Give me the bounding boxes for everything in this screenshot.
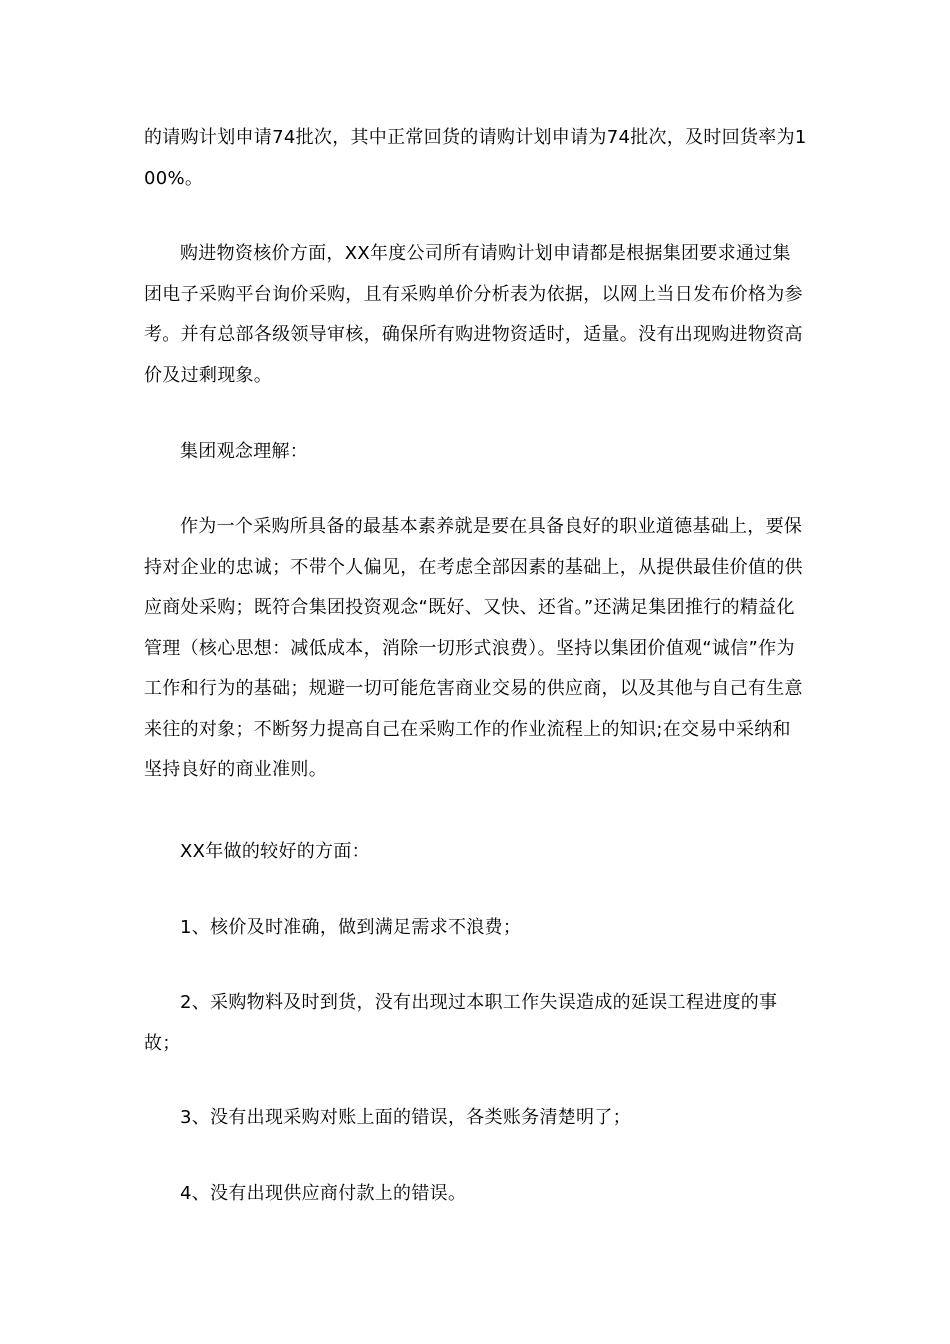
list-item-2: 2、采购物料及时到货，没有出现过本职工作失误造成的延误工程进度的事故；	[144, 992, 778, 1054]
list-item-1: 1、核价及时准确，做到满足需求不浪费；	[180, 917, 522, 938]
heading-group-concept: 集团观念理解：	[180, 441, 309, 462]
paragraph-group-concept: 作为一个采购所具备的最基本素养就是要在具备良好的职业道德基础上，要保持对企业的忠诚；不带个人偏见，在考虑全部因素的基础上，从提供最佳价值的供应商处采购；既符合集团投资观念“既好、又快、还省。”还满足集团推行的精益化管理（核心思想：减低成本，消除一切形式浪费）。坚持以集团价值观“诚信”作为工作和行为的基础；规避一切可能危害商业交易的供应商，以及其他与自己有生意来往的对象；不断努力提高自己在采购工作的作业流程上的知识;在交易中采纳和坚持良好的商业准则。	[144, 516, 803, 780]
list-item-3: 3、没有出现采购对账上面的错误，各类账务清楚明了；	[180, 1107, 631, 1128]
paragraph-return-rate: 的请购计划申请74批次，其中正常回货的请购计划申请为74批次，及时回货率为100%。	[144, 127, 807, 189]
paragraph-price-review: 购进物资核价方面，XX年度公司所有请购计划申请都是根据集团要求通过集团电子采购平台询价采购，且有采购单价分析表为依据，以网上当日发布价格为参考。并有总部各级领导审核，确保所有购进物资适时，适量。没有出现购进物资高价及过剩现象。	[144, 243, 803, 386]
heading-strengths: XX年做的较好的方面：	[180, 841, 370, 862]
list-item-4: 4、没有出现供应商付款上的错误。	[180, 1183, 467, 1204]
